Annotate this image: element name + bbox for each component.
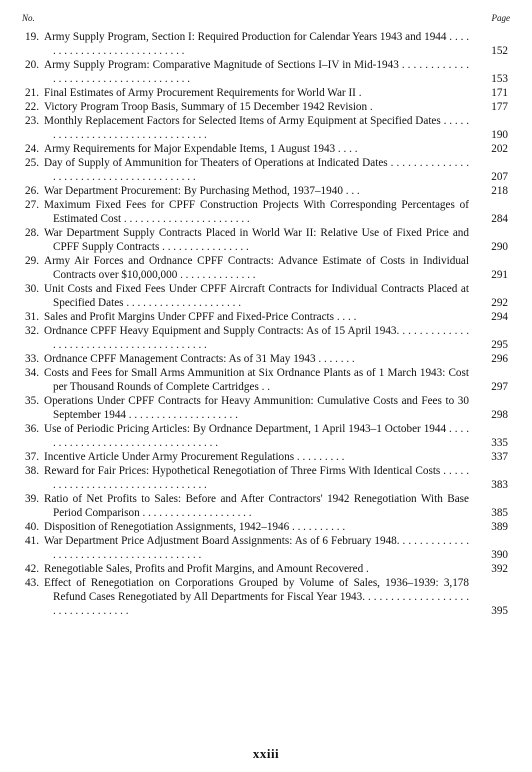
list-item	[0, 282, 532, 310]
entry-page: 298	[491, 409, 508, 421]
list-item	[0, 576, 532, 618]
entry-number: 22.	[25, 101, 39, 113]
entry-number: 24.	[25, 143, 39, 155]
entry-title: Unit Costs and Fixed Fees Under CPFF Aircraft Contracts for Individual Contracts Placed at Specified Dates . . . . . . . . . . . . . . . . . . . . .	[44, 283, 469, 309]
entry-title: Disposition of Renegotiation Assignments, 1942–1946 . . . . . . . . . .	[44, 521, 346, 533]
list-item	[0, 394, 532, 422]
entry-page: 218	[491, 185, 508, 197]
entry-number: 19.	[25, 31, 39, 43]
entry-title: Renegotiable Sales, Profits and Profit Margins, and Amount Recovered .	[44, 563, 369, 575]
entry-number: 21.	[25, 87, 39, 99]
entry-number: 43.	[25, 577, 39, 589]
entry-page: 392	[491, 563, 508, 575]
list-item	[0, 100, 532, 114]
list-item	[0, 30, 532, 58]
list-item	[0, 198, 532, 226]
list-item	[0, 142, 532, 156]
entry-title: Victory Program Troop Basis, Summary of 15 December 1942 Revision .	[44, 101, 373, 113]
entry-page: 292	[491, 297, 508, 309]
entry-number: 39.	[25, 493, 39, 505]
entry-title: Day of Supply of Ammunition for Theaters of Operations at Indicated Dates . . . . . . . . . . . . . . . . . . . . . . . . . . . . . . . . . . . . . . . .	[44, 157, 469, 183]
page-column-label: Page	[491, 13, 510, 23]
entry-number: 31.	[25, 311, 39, 323]
list-item	[0, 492, 532, 520]
entry-number: 34.	[25, 367, 39, 379]
entry-number: 28.	[25, 227, 39, 239]
entry-title: Ordnance CPFF Heavy Equipment and Supply Contracts: As of 15 April 1943. . . . . . . . . . . . . . . . . . . . . . . . . . . . . . . . . . . . . . . . .	[44, 325, 469, 351]
entry-page: 153	[491, 73, 508, 85]
list-item	[0, 324, 532, 352]
page-number: xxiii	[252, 746, 280, 761]
entry-page: 335	[491, 437, 508, 449]
entry-number: 40.	[25, 521, 39, 533]
entry-title: Reward for Fair Prices: Hypothetical Renegotiation of Three Firms With Identical Costs . . . . . . . . . . . . . . . . . . . . . . . . . . . . . . . . .	[44, 465, 469, 491]
list-item	[0, 114, 532, 142]
list-item	[0, 310, 532, 324]
entry-number: 41.	[25, 535, 39, 547]
entry-title: Army Supply Program: Comparative Magnitude of Sections I–IV in Mid-1943 . . . . . . . . . . . . . . . . . . . . . . . . . . . . . . . . . . . . .	[44, 59, 469, 85]
entry-number: 33.	[25, 353, 39, 365]
entry-number: 36.	[25, 423, 39, 435]
entry-page: 337	[491, 451, 508, 463]
entry-number: 42.	[25, 563, 39, 575]
entry-title: Ratio of Net Profits to Sales: Before and After Contractors' 1942 Renegotiation With Base Period Comparison . . . . . . . . . . . . . . . . . . . .	[44, 493, 469, 519]
entry-page: 202	[491, 143, 508, 155]
entry-page: 295	[491, 339, 508, 351]
entry-title: Use of Periodic Pricing Articles: By Ordnance Department, 1 April 1943–1 October 1944 . . . . . . . . . . . . . . . . . . . . . . . . . . . . . . . . . .	[44, 423, 469, 449]
list-item	[0, 156, 532, 184]
entry-number: 38.	[25, 465, 39, 477]
entry-title: Army Requirements for Major Expendable Items, 1 August 1943 . . . .	[44, 143, 358, 155]
entry-title: Army Supply Program, Section I: Required Production for Calendar Years 1943 and 1944 . . . . . . . . . . . . . . . . . . . . . . . . . . . .	[44, 31, 469, 57]
entry-page: 294	[491, 311, 508, 323]
entry-title: War Department Supply Contracts Placed in World War II: Relative Use of Fixed Price and CPFF Supply Contracts . . . . . . . . . . . . . . . .	[44, 227, 469, 253]
list-item	[0, 254, 532, 282]
entry-number: 37.	[25, 451, 39, 463]
list-item	[0, 58, 532, 86]
entry-number: 32.	[25, 325, 39, 337]
entry-title: Sales and Profit Margins Under CPFF and Fixed-Price Contracts . . . .	[44, 311, 357, 323]
list-item	[0, 366, 532, 394]
entry-page: 177	[491, 101, 508, 113]
number-column-label: No.	[22, 13, 35, 23]
entry-page: 284	[491, 213, 508, 225]
entry-page: 383	[491, 479, 508, 491]
list-item	[0, 226, 532, 254]
entry-page: 152	[491, 45, 508, 57]
list-item	[0, 352, 532, 366]
table-list	[0, 30, 532, 618]
entry-number: 30.	[25, 283, 39, 295]
entry-number: 26.	[25, 185, 39, 197]
entry-page: 171	[491, 87, 508, 99]
entry-number: 29.	[25, 255, 39, 267]
entry-title: Operations Under CPFF Contracts for Heavy Ammunition: Cumulative Costs and Fees to 30 September 1944 . . . . . . . . . . . . . . . . . . . .	[44, 395, 469, 421]
list-item	[0, 450, 532, 464]
entry-title: Effect of Renegotiation on Corporations Grouped by Volume of Sales, 1936–1939: 3,178 Refund Cases Renegotiated by All Departments for Fiscal Year 1943. . . . . . . . . . . . . . . . . . . . . . . . . . . . . . . . .	[44, 577, 469, 617]
entry-page: 390	[491, 549, 508, 561]
entry-page: 190	[491, 129, 508, 141]
entry-title: War Department Price Adjustment Board Assignments: As of 6 February 1948. . . . . . . . . . . . . . . . . . . . . . . . . . . . . . . . . . . . . . . .	[44, 535, 469, 561]
list-item	[0, 520, 532, 534]
entry-page: 395	[491, 605, 508, 617]
list-item	[0, 86, 532, 100]
list-item	[0, 534, 532, 562]
entry-page: 297	[491, 381, 508, 393]
entry-number: 25.	[25, 157, 39, 169]
list-item	[0, 464, 532, 492]
entry-page: 290	[491, 241, 508, 253]
column-header	[22, 13, 510, 27]
entry-title: Monthly Replacement Factors for Selected Items of Army Equipment at Specified Dates . . . . . . . . . . . . . . . . . . . . . . . . . . . . . . . . .	[44, 115, 469, 141]
entry-page: 291	[491, 269, 508, 281]
list-item	[0, 422, 532, 450]
entry-number: 20.	[25, 59, 39, 71]
entry-page: 385	[491, 507, 508, 519]
entry-title: Costs and Fees for Small Arms Ammunition at Six Ordnance Plants as of 1 March 1943: Cost per Thousand Rounds of Complete Cartridges . .	[44, 367, 469, 393]
entry-title: War Department Procurement: By Purchasing Method, 1937–1940 . . .	[44, 185, 360, 197]
list-item	[0, 184, 532, 198]
entry-number: 35.	[25, 395, 39, 407]
entry-title: Maximum Fixed Fees for CPFF Construction Projects With Corresponding Percentages of Estimated Cost . . . . . . . . . . . . . . . . . . . . . . .	[44, 199, 469, 225]
entry-page: 389	[491, 521, 508, 533]
entry-page: 207	[491, 171, 508, 183]
list-item	[0, 562, 532, 576]
entry-number: 23.	[25, 115, 39, 127]
entry-title: Ordnance CPFF Management Contracts: As of 31 May 1943 . . . . . . .	[44, 353, 355, 365]
entry-number: 27.	[25, 199, 39, 211]
entry-title: Incentive Article Under Army Procurement Regulations . . . . . . . . .	[44, 451, 345, 463]
entry-title: Final Estimates of Army Procurement Requirements for World War II .	[44, 87, 362, 99]
entry-page: 296	[491, 353, 508, 365]
entry-title: Army Air Forces and Ordnance CPFF Contracts: Advance Estimate of Costs in Individual Contracts over $10,000,000 . . . . . . . . . . . . . .	[44, 255, 469, 281]
